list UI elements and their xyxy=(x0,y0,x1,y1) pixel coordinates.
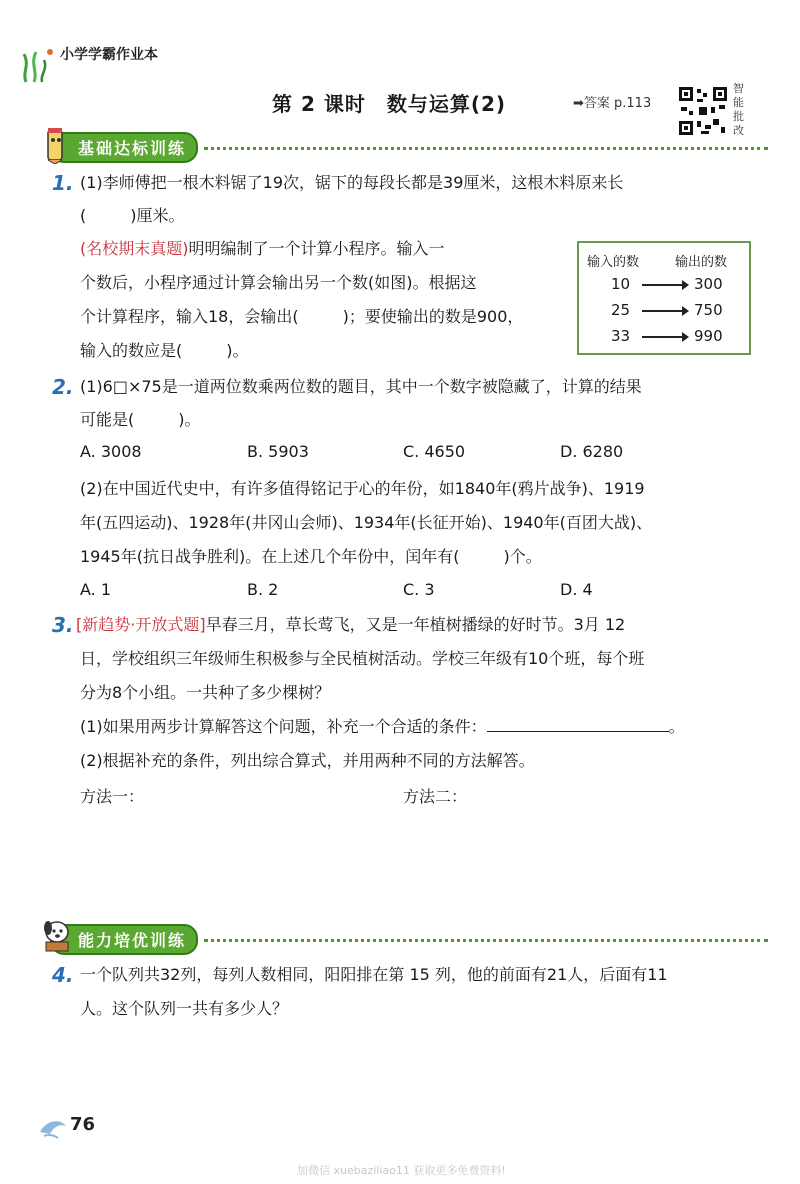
answer-reference: ➡答案 p.113 xyxy=(573,96,652,111)
section-header-ability xyxy=(50,924,768,954)
option-d[interactable]: D. 6280 xyxy=(560,442,624,461)
q3-line3: 分为8个小组。一共种了多少棵树？ xyxy=(80,683,331,702)
watermark-footer: 加微信 xuebaziliao11 获取更多免费资料! xyxy=(297,1164,506,1177)
method-two-label: 方法二： xyxy=(403,787,468,806)
question-2-number: 2. xyxy=(52,375,74,399)
page-number: 76 xyxy=(70,1114,96,1135)
qr-code-icon[interactable] xyxy=(677,85,729,137)
dog-mascot-icon xyxy=(42,918,72,952)
book-title: 小学学霸作业本 xyxy=(60,47,158,63)
q1-part2-line1: (名校期末真题)明明编制了一个计算小程序。输入一 xyxy=(80,239,445,258)
section-title-basic: 基础达标训练 xyxy=(78,138,187,158)
option-c[interactable]: C. 4650 xyxy=(403,442,466,461)
q2-part2-line1: (2)在中国近代史中，有许多值得铭记于心的年份，如1840年(鸦片战争)、1919 xyxy=(80,479,645,498)
q4-line2: 人。这个队列一共有多少人？ xyxy=(80,999,289,1018)
q3-sub1: (1)如果用两步计算解答这个问题，补充一个合适的条件： 。 xyxy=(80,717,685,736)
option-a[interactable]: A. 1 xyxy=(80,580,112,599)
section-title-ability: 能力培优训练 xyxy=(78,930,187,950)
smart-grading-label: 智 能 批 改 xyxy=(733,82,744,137)
q2-part1-line2: 可能是( )。 xyxy=(80,410,201,429)
option-a[interactable]: A. 3008 xyxy=(80,442,142,461)
arrow-right-icon xyxy=(642,310,687,312)
io-head-output: 输出的数 xyxy=(675,255,728,270)
question-3-number: 3. xyxy=(52,613,74,637)
section-divider xyxy=(204,147,768,150)
option-b[interactable]: B. 2 xyxy=(247,580,279,599)
dolphin-icon xyxy=(38,1116,68,1140)
q3-line1: [新趋势·开放式题]早春三月，草长莺飞，又是一年植树播绿的好时节。3月 12 xyxy=(76,615,626,634)
q1-part1-line1: (1)李师傅把一根木料锯了19次，锯下的每段长都是39厘米，这根木料原来长 xyxy=(80,173,624,192)
io-program-table xyxy=(577,241,751,355)
q1-part2-line2: 个数后，小程序通过计算会输出另一个数(如图)。根据这 xyxy=(80,273,477,292)
section-header-basic xyxy=(50,132,768,162)
q3-sub2: (2)根据补充的条件，列出综合算式，并用两种不同的方法解答。 xyxy=(80,751,535,770)
exam-source-tag: (名校期末真题) xyxy=(80,239,189,258)
q2-part1-line1: (1)6□×75是一道两位数乘两位数的题目，其中一个数字被隐藏了，计算的结果 xyxy=(80,377,642,396)
condition-blank[interactable] xyxy=(487,715,669,732)
arrow-right-icon xyxy=(642,336,687,338)
io-row: 10 300 xyxy=(611,275,723,293)
question-1-number: 1. xyxy=(52,171,74,195)
option-b[interactable]: B. 5903 xyxy=(247,442,309,461)
question-4-number: 4. xyxy=(52,963,74,987)
q4-line1: 一个队列共32列，每列人数相同，阳阳排在第 15 列，他的前面有21人，后面有11 xyxy=(80,965,668,984)
q2-part2-line2: 年(五四运动)、1928年(井冈山会师)、1934年(长征开始)、1940年(百团大战)、 xyxy=(80,513,653,532)
seaweed-icon xyxy=(18,44,58,84)
section-badge-ability xyxy=(50,924,198,955)
io-row: 25 750 xyxy=(611,301,723,319)
q1-part2-line4: 输入的数应是( )。 xyxy=(80,341,249,360)
q2-part2-line3: 1945年(抗日战争胜利)。在上述几个年份中，闰年有( )个。 xyxy=(80,547,542,566)
method-one-label: 方法一： xyxy=(80,787,145,806)
option-c[interactable]: C. 3 xyxy=(403,580,435,599)
option-d[interactable]: D. 4 xyxy=(560,580,593,599)
q3-line2: 日，学校组织三年级师生积极参与全民植树活动。学校三年级有10个班，每个班 xyxy=(80,649,645,668)
pencil-mascot-icon xyxy=(42,126,70,164)
io-head-input: 输入的数 xyxy=(587,255,640,270)
trend-tag: [新趋势·开放式题] xyxy=(76,615,206,634)
lesson-title: 第 2 课时 数与运算(2) xyxy=(272,92,507,116)
section-divider xyxy=(204,939,768,942)
q1-part1-line2: ( )厘米。 xyxy=(80,206,185,225)
io-row: 33 990 xyxy=(611,327,723,345)
section-badge-basic xyxy=(50,132,198,163)
q1-part2-line3: 个计算程序，输入18，会输出( )；要使输出的数是900， xyxy=(80,307,524,326)
arrow-right-icon xyxy=(642,284,687,286)
